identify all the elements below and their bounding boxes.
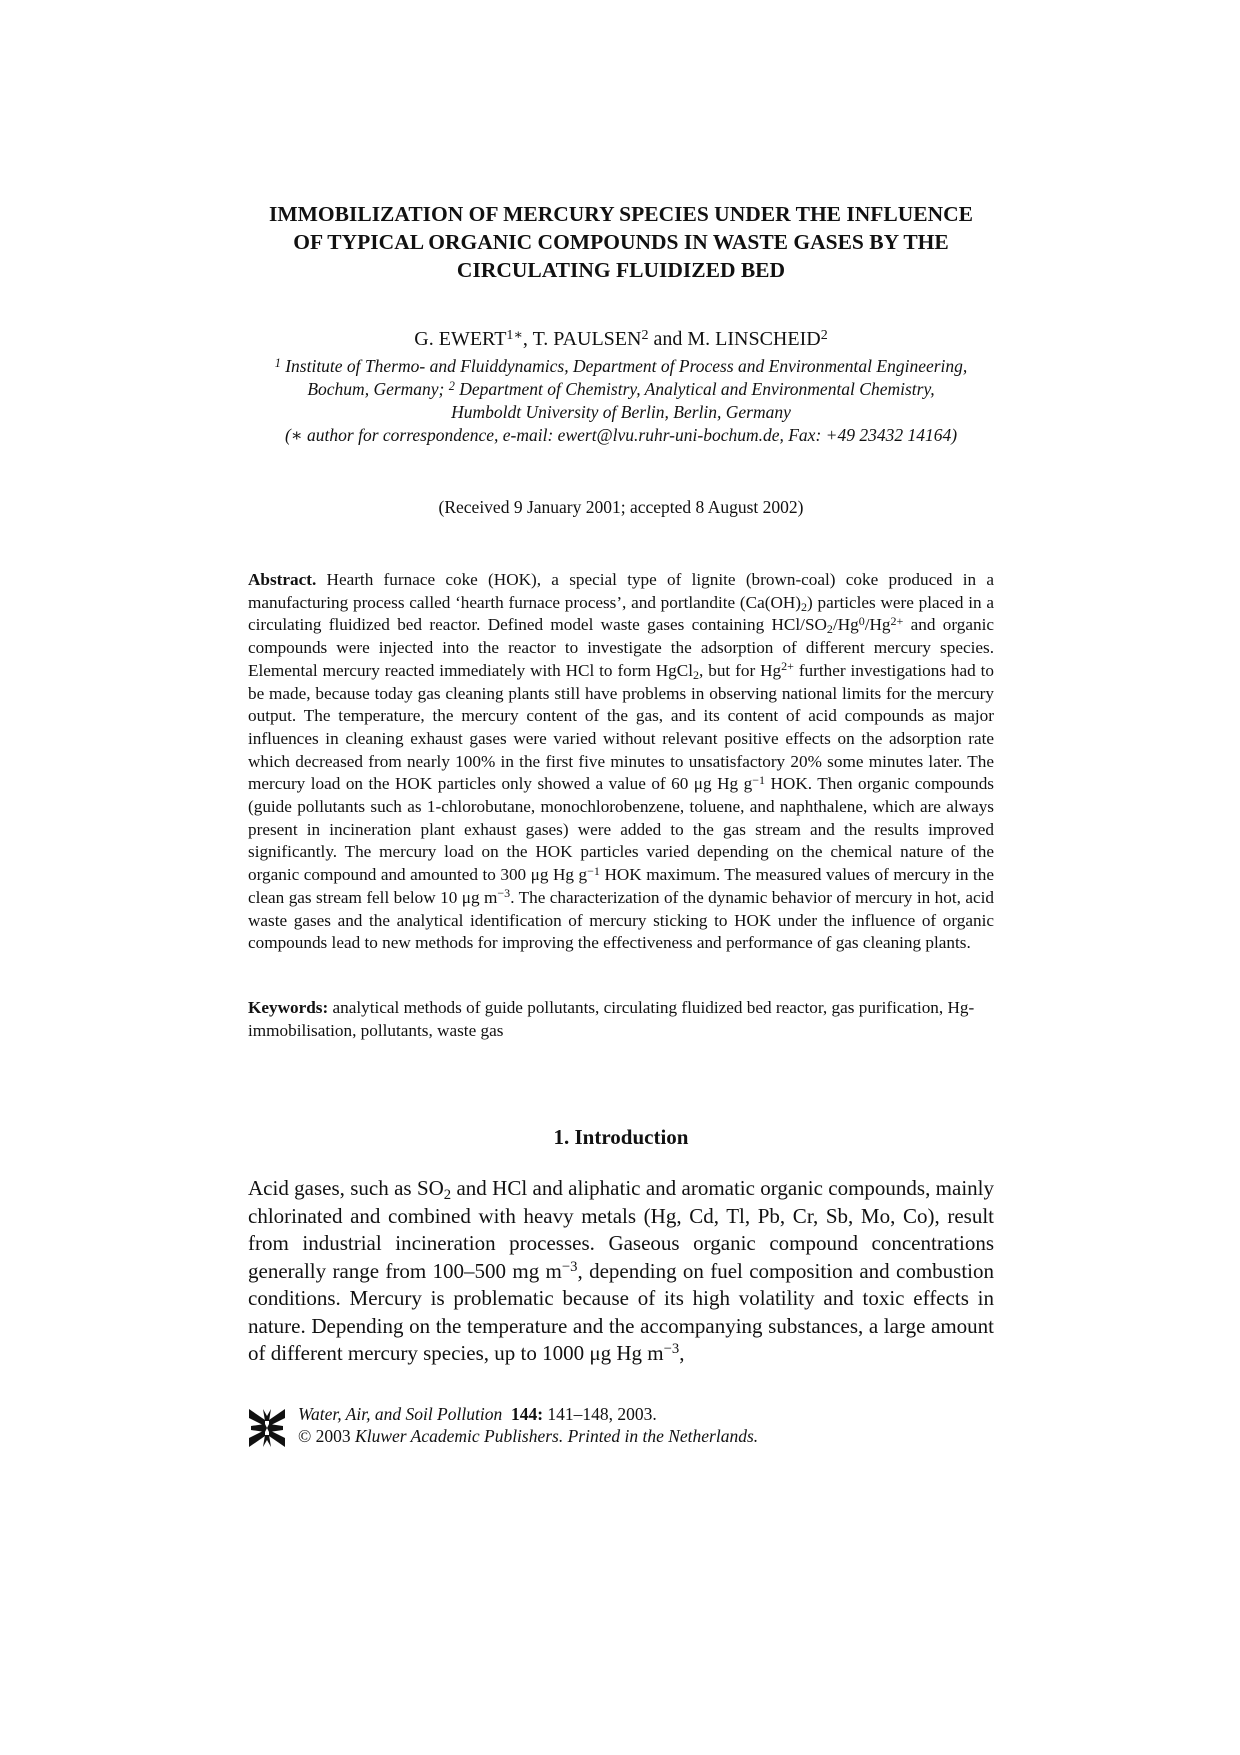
copyright-line — [298, 1425, 758, 1447]
subscript: 2 — [801, 599, 808, 614]
body-text: , — [679, 1341, 685, 1365]
abstract-text: /Hg — [832, 615, 859, 635]
subscript: 2 — [443, 1186, 452, 1203]
affiliation-text-1: Institute of Thermo- and Fluiddynamics, Department of Process and Environmental Engineering, — [280, 356, 968, 376]
author-separator: and — [648, 328, 688, 350]
abstract-text: and organic compounds were injected into the reactor to investigate the adsorption of different mercury species. Elemental mercury reacted immediately with HCl to form HgCl — [248, 615, 995, 680]
keywords — [248, 997, 994, 1042]
superscript: −3 — [497, 886, 511, 901]
keywords-label: Keywords: — [248, 998, 329, 1017]
superscript: −1 — [752, 772, 766, 787]
body-text: Acid gases, such as SO — [248, 1176, 444, 1200]
abstract-text: , but for Hg — [699, 660, 782, 680]
journal-name: Water, Air, and Soil Pollution — [298, 1404, 503, 1424]
author-separator: , — [522, 328, 533, 350]
author-paulsen: T. PAULSEN — [532, 328, 642, 350]
subscript: 2 — [693, 667, 700, 682]
superscript: 0 — [858, 614, 865, 628]
affiliation-line-1 — [248, 355, 994, 378]
abstract — [248, 569, 994, 955]
abstract-label: Abstract. — [248, 570, 317, 589]
author-paulsen-affiliation: 2 — [641, 327, 649, 343]
superscript: −3 — [663, 1341, 680, 1358]
superscript: −3 — [561, 1258, 578, 1275]
affiliation-line-2 — [248, 378, 994, 401]
author-list — [248, 327, 994, 351]
kluwer-logo-icon — [248, 1407, 286, 1449]
paper-title — [248, 200, 994, 284]
superscript: 2+ — [890, 614, 904, 628]
author-ewert-affiliation: 1∗ — [506, 327, 523, 343]
affiliation-marker-2: 2 — [448, 378, 455, 393]
abstract-text: ) particles were placed in a circulating fluidized bed reactor. Defined model waste gases containing HCl/SO — [248, 592, 994, 635]
section-heading: 1. Introduction — [553, 1125, 689, 1149]
subscript: 2 — [826, 622, 833, 637]
keywords-text: analytical methods of guide pollutants, circulating fluidized bed reactor, gas purification, Hg-immobilisation, pollutants, waste gas — [248, 998, 975, 1040]
journal-pages: 141–148, 2003. — [543, 1404, 657, 1424]
author-ewert: G. EWERT — [414, 328, 507, 350]
author-linscheid: M. LINSCHEID — [687, 328, 821, 350]
citation-block — [298, 1403, 758, 1447]
abstract-text: /Hg — [864, 615, 891, 635]
superscript: −1 — [587, 863, 600, 878]
abstract-text: Hearth furnace coke (HOK), a special type of lignite (brown-coal) coke produced in a manufacturing process called ‘hearth furnace process’, and portlandite (Ca(OH) — [248, 570, 994, 612]
body-text: , depending on fuel composition and combustion conditions. Mercury is problematic because of its high volatility and toxic effects in nature. Depending on the temperature and the accompanying substances, a large amount of different mercury species, up to 1000 μg Hg m — [248, 1258, 995, 1365]
affiliation-text-2b: Department of Chemistry, Analytical and Environmental Chemistry, — [454, 379, 935, 399]
correspondence-note: (∗ author for correspondence, e-mail: ewert@lvu.ruhr-uni-bochum.de, Fax: +49 23432 14164) — [284, 425, 958, 445]
superscript: 2+ — [781, 659, 794, 674]
author-linscheid-affiliation: 2 — [820, 327, 828, 343]
abstract-text: HOK maximum. The measured values of mercury in the clean gas stream fell below 10 μg m — [248, 865, 994, 907]
journal-volume: 144: — [510, 1404, 544, 1424]
publisher-name: Kluwer Academic Publishers. Printed in the Netherlands. — [355, 1426, 759, 1446]
abstract-text: further investigations had to be made, because today gas cleaning plants still have problems in observing national limits for the mercury output. The temperature, the mercury content of the gas, and its content of acid compounds as major influences in cleaning exhaust gases were varied without relevant positive effects on the adsorption rate which decreased from nearly 100% in the first five minutes to unsatisfactory 20% some minutes later. The mercury load on the HOK particles only showed a value of 60 μg Hg g — [248, 660, 994, 794]
citation-line — [298, 1403, 758, 1425]
title-line-3: CIRCULATING FLUIDIZED BED — [456, 258, 786, 282]
body-text: and HCl and aliphatic and aromatic organic compounds, mainly chlorinated and combined with heavy metals (Hg, Cd, Tl, Pb, Cr, Sb, Mo, Co), result from industrial incineration processes. Gaseous organic compound concentrations generally range from 100–500 mg m — [248, 1176, 994, 1283]
received-dates: (Received 9 January 2001; accepted 8 August 2002) — [438, 497, 804, 517]
affiliation-marker-1: 1 — [274, 355, 281, 370]
introduction-paragraph — [248, 1175, 994, 1368]
affiliations — [248, 355, 994, 447]
title-line-2: OF TYPICAL ORGANIC COMPOUNDS IN WASTE GASES BY THE — [293, 230, 949, 254]
affiliation-text-2a: Bochum, Germany; — [307, 379, 449, 399]
abstract-text: HOK. Then organic compounds (guide pollutants such as 1-chlorobutane, monochlorobenzene, toluene, and naphthalene, which are always present in incineration plant exhaust gases) were added to the gas stream and the results improved significantly. The mercury load on the HOK particles varied depending on the chemical nature of the organic compound and amounted to 300 μg Hg g — [248, 774, 994, 885]
copyright-year: © 2003 — [298, 1426, 356, 1446]
affiliation-line-3: Humboldt University of Berlin, Berlin, Germany — [451, 402, 791, 422]
title-line-1: IMMOBILIZATION OF MERCURY SPECIES UNDER THE INFLUENCE — [268, 202, 974, 226]
journal-footer — [248, 1403, 948, 1455]
abstract-text: . The characterization of the dynamic behavior of mercury in hot, acid waste gases and the analytical identification of mercury sticking to HOK under the influence of organic compounds lead to new methods for improving the effectiveness and performance of gas cleaning plants. — [248, 887, 994, 953]
